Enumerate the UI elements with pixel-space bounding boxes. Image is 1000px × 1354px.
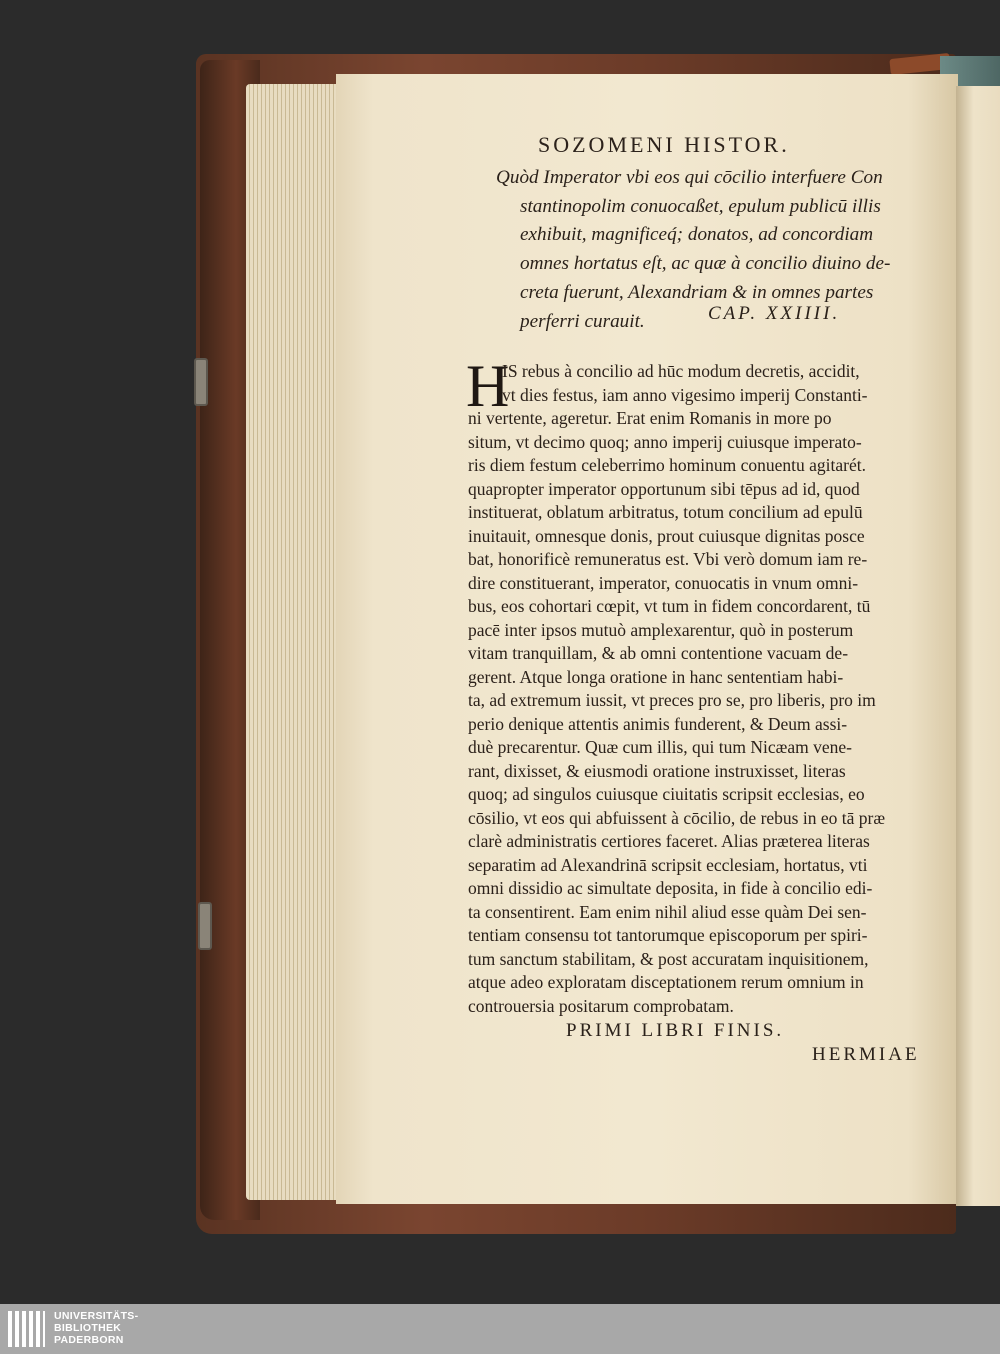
library-logo-icon (6, 1309, 46, 1349)
body-text (466, 353, 948, 1018)
chapter-title-line: creta fuerunt, Alexandriam & in omnes partes (520, 281, 874, 303)
text-line: ris diem festum celeberrimo hominum conuentu agitarét. (468, 455, 867, 475)
text-line: ta consentirent. Eam enim nihil aliud esse quàm Dei sen- (468, 901, 867, 922)
drop-cap-initial: H (466, 353, 510, 419)
text-line: separatim ad Alexandrinā scripsit ecclesiam, hortatus, vti (468, 854, 868, 875)
text-line: quoq; ad singulos cuiusque ciuitatis scripsit ecclesias, eo (468, 784, 865, 804)
text-line: inuitauit, omnesque donis, prout cuiusque dignitas posce (468, 525, 865, 546)
chapter-title-line: exhibuit, magnificeq́; donatos, ad concordiam (520, 224, 874, 246)
chapter-title-line: stantinopolim conuocaßet, epulum publicū illis (520, 195, 881, 217)
library-name-line: BIBLIOTHEK (54, 1322, 122, 1334)
text-line: rant, dixisset, & eiusmodi oratione instruxisset, literas (468, 760, 846, 781)
text-line: quapropter imperator opportunum sibi tēpus ad id, quod (468, 478, 860, 499)
text-line: tentiam consensu tot tantorumque episcoporum per spiri- (468, 925, 868, 945)
text-line: IS rebus à concilio ad hūc modum decretis, accidit, (502, 361, 860, 381)
page-block-edges (246, 84, 346, 1200)
catchword: HERMIAE (812, 1044, 920, 1065)
chapter-title-line: omnes hortatus eſt, ac quæ à concilio diuino de- (520, 253, 891, 275)
book-end-heading: PRIMI LIBRI FINIS. (566, 1020, 785, 1041)
library-footer (0, 1304, 1000, 1354)
text-line: controuersia positarum comprobatam. (468, 995, 734, 1016)
running-head: SOZOMENI HISTOR. (538, 132, 790, 157)
text-line: ta, ad extremum iussit, vt preces pro se, pro liberis, pro im (468, 690, 876, 710)
text-line: dire constituerant, imperator, conuocatis in vnum omni- (468, 572, 859, 593)
text-line: clarè administratis certiores faceret. Alias præterea literas (468, 831, 870, 851)
text-line: omni dissidio ac simultate deposita, in fide à concilio edi- (468, 878, 873, 898)
text-line: vitam tranquillam, & ab omni contentione vacuam de- (468, 643, 849, 663)
library-name-line: UNIVERSITÄTS- (54, 1310, 139, 1322)
chapter-title-line: perferri curauit. (520, 310, 645, 332)
facing-page-edge (956, 86, 1000, 1206)
text-line: ni vertente, ageretur. Erat enim Romanis in more po (468, 408, 832, 428)
chapter-number: CAP. XXIIII. (708, 303, 841, 324)
text-line: duè precarentur. Quæ cum illis, qui tum Nicæam vene- (468, 737, 852, 757)
clasp-lower (198, 902, 212, 950)
text-line: bat, honorificè remuneratus est. Vbi verò domum iam re- (468, 549, 868, 569)
text-line: atque adeo exploratam disceptationem rerum omnium in (468, 972, 864, 992)
text-line: perio denique attentis animis funderent, & Deum assi- (468, 713, 848, 734)
text-line: instituerat, oblatum arbitratus, totum concilium ad epulū (468, 502, 863, 522)
text-line: cōsilio, vt eos qui abfuissent à cōcilio, de rebus in eo tā præ (468, 807, 885, 828)
text-line: pacē inter ipsos mutuò amplexarentur, quò in posterum (468, 619, 854, 640)
library-name (54, 1310, 138, 1346)
text-line: tum sanctum stabilitam, & post accuratam inquisitionem, (468, 948, 869, 969)
chapter-title-line: Quòd Imperator vbi eos qui cōcilio interfuere Con (496, 167, 883, 188)
library-name-line: PADERBORN (54, 1334, 124, 1346)
text-line: bus, eos cohortari cœpit, vt tum in fidem concordarent, tū (468, 596, 871, 616)
text-line: gerent. Atque longa oratione in hanc sententiam habi- (468, 666, 844, 687)
text-line: vt dies festus, iam anno vigesimo imperij Constanti- (502, 384, 868, 405)
text-line: situm, vt decimo quoq; anno imperij cuiusque imperato- (468, 431, 862, 452)
clasp-upper (194, 358, 208, 406)
